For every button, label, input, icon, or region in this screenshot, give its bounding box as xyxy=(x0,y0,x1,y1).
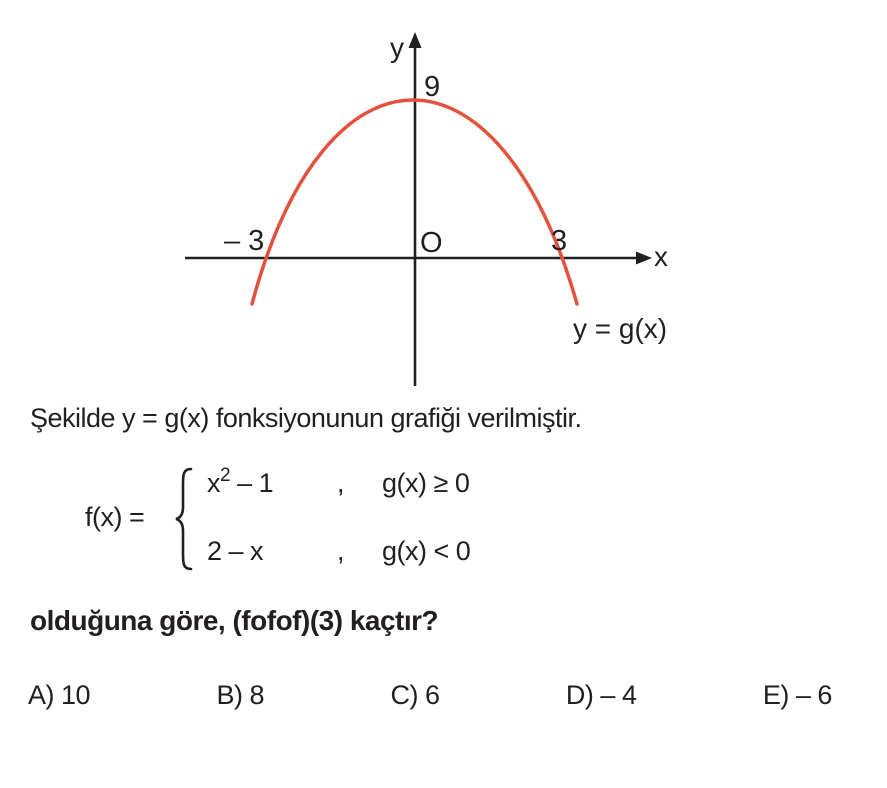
option-label: A) xyxy=(28,680,54,710)
case-expression-base: 2 – x xyxy=(207,536,264,566)
option-value: 8 xyxy=(249,680,265,710)
case-comma: , xyxy=(337,468,345,498)
option-label: C) xyxy=(390,680,418,710)
case-expression-base: x xyxy=(207,468,220,498)
option-item xyxy=(390,680,439,711)
origin-label: O xyxy=(420,227,443,259)
option-item xyxy=(763,680,832,711)
case-condition: g(x) < 0 xyxy=(382,536,471,566)
left-root-label: – 3 xyxy=(224,225,265,257)
option-value: – 4 xyxy=(600,680,637,710)
f-of-x-label: f(x) = xyxy=(85,502,145,532)
option-label: D) xyxy=(565,680,594,710)
y-axis-label: y xyxy=(390,32,404,63)
option-value: – 6 xyxy=(795,680,832,710)
option-item xyxy=(216,680,264,711)
left-brace-icon xyxy=(173,466,195,572)
intro-text: Şekilde y = g(x) fonksiyonunun grafiği verilmiştir. xyxy=(30,403,582,433)
peak-value-label: 9 xyxy=(424,71,441,103)
option-value: 6 xyxy=(424,680,440,710)
y-axis-arrowhead-icon xyxy=(409,32,422,48)
case-condition: g(x) ≥ 0 xyxy=(382,468,470,498)
option-value: 10 xyxy=(61,680,91,710)
option-item xyxy=(28,680,90,711)
option-item xyxy=(566,680,637,711)
case-expression xyxy=(207,536,263,567)
case-expression-rest: – 1 xyxy=(230,468,274,498)
option-label: B) xyxy=(216,680,243,710)
curve-equation-label: y = g(x) xyxy=(573,313,668,344)
question-text: olduğuna göre, (fofof)(3) kaçtır? xyxy=(30,605,439,636)
right-root-label: 3 xyxy=(551,225,568,257)
piecewise-definition xyxy=(85,458,565,580)
case-expression xyxy=(207,465,274,499)
case-comma: , xyxy=(337,536,345,566)
x-axis-arrowhead-icon xyxy=(636,252,652,265)
case-expression-exponent: 2 xyxy=(220,465,231,486)
x-axis-label: x xyxy=(654,241,668,272)
options-row xyxy=(28,680,832,711)
option-label: E) xyxy=(762,680,789,710)
